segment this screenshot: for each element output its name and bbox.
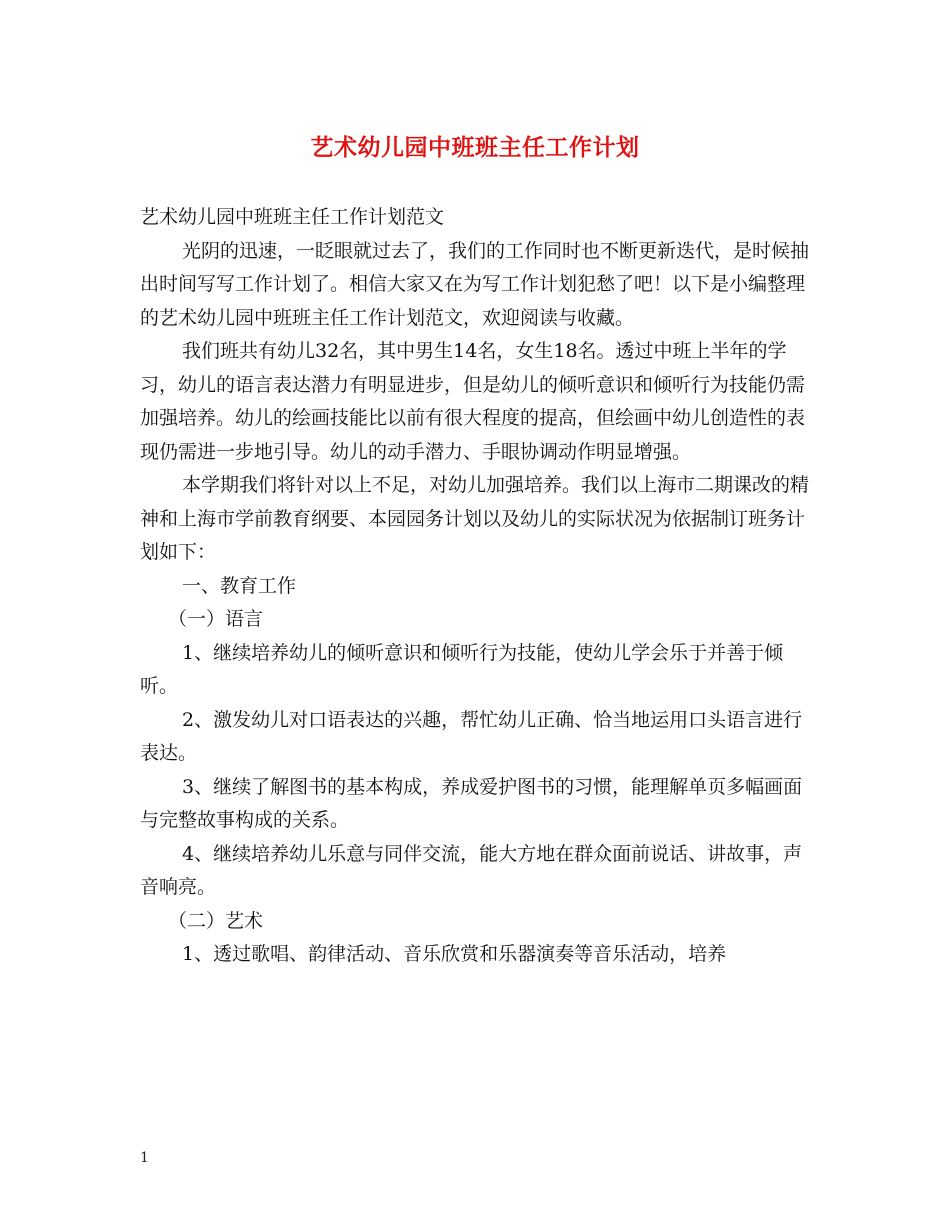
- section-heading-education: 一、教育工作: [182, 574, 297, 597]
- subsection-heading-art: （二）艺术: [168, 909, 264, 932]
- document-subtitle: 艺术幼儿园中班班主任工作计划范文: [140, 206, 445, 228]
- subsection-heading-language: （一）语言: [168, 608, 264, 630]
- paragraph-plan-basis: 本学期我们将针对以上不足，对幼儿加强培养。我们以上海市二期课改的精神和上海市学前教育纲要、本园园务计划以及幼儿的实际状况为依据制订班务计划如下：: [140, 474, 810, 563]
- list-item-language-2: 2、激发幼儿对口语表达的兴趣，帮忙幼儿正确、恰当地运用口头语言进行表达。: [140, 708, 803, 764]
- document-title: 艺术幼儿园中班班主任工作计划: [310, 134, 640, 161]
- list-item-language-3: 3、继续了解图书的基本构成，养成爱护图书的习惯，能理解单页多幅画面与完整故事构成的关系。: [140, 775, 803, 831]
- list-item-language-1: 1、继续培养幼儿的倾听意识和倾听行为技能，使幼儿学会乐于并善于倾听。: [140, 641, 784, 697]
- page-number: 1: [140, 1150, 149, 1166]
- list-item-language-4: 4、继续培养幼儿乐意与同伴交流，能大方地在群众面前说话、讲故事，声音响亮。: [140, 842, 803, 898]
- list-item-art-1: 1、透过歌唱、韵律活动、音乐欣赏和乐器演奏等音乐活动，培养: [182, 943, 727, 965]
- document-body: [140, 201, 820, 972]
- paragraph-class-status: 我们班共有幼儿32名，其中男生14名，女生18名。透过中班上半年的学习，幼儿的语言表达潜力有明显进步，但是幼儿的倾听意识和倾听行为技能仍需加强培养。幼儿的绘画技能比以前有很大程度的提高，但绘画中幼儿创造性的表现仍需进一步地引导。幼儿的动手潜力、手眼协调动作明显增强。: [140, 340, 806, 463]
- paragraph-intro: 光阴的迅速，一眨眼就过去了，我们的工作同时也不断更新迭代，是时候抽出时间写写工作计划了。相信大家又在为写工作计划犯愁了吧！以下是小编整理的艺术幼儿园中班班主任工作计划范文，欢迎阅读与收藏。: [140, 239, 810, 329]
